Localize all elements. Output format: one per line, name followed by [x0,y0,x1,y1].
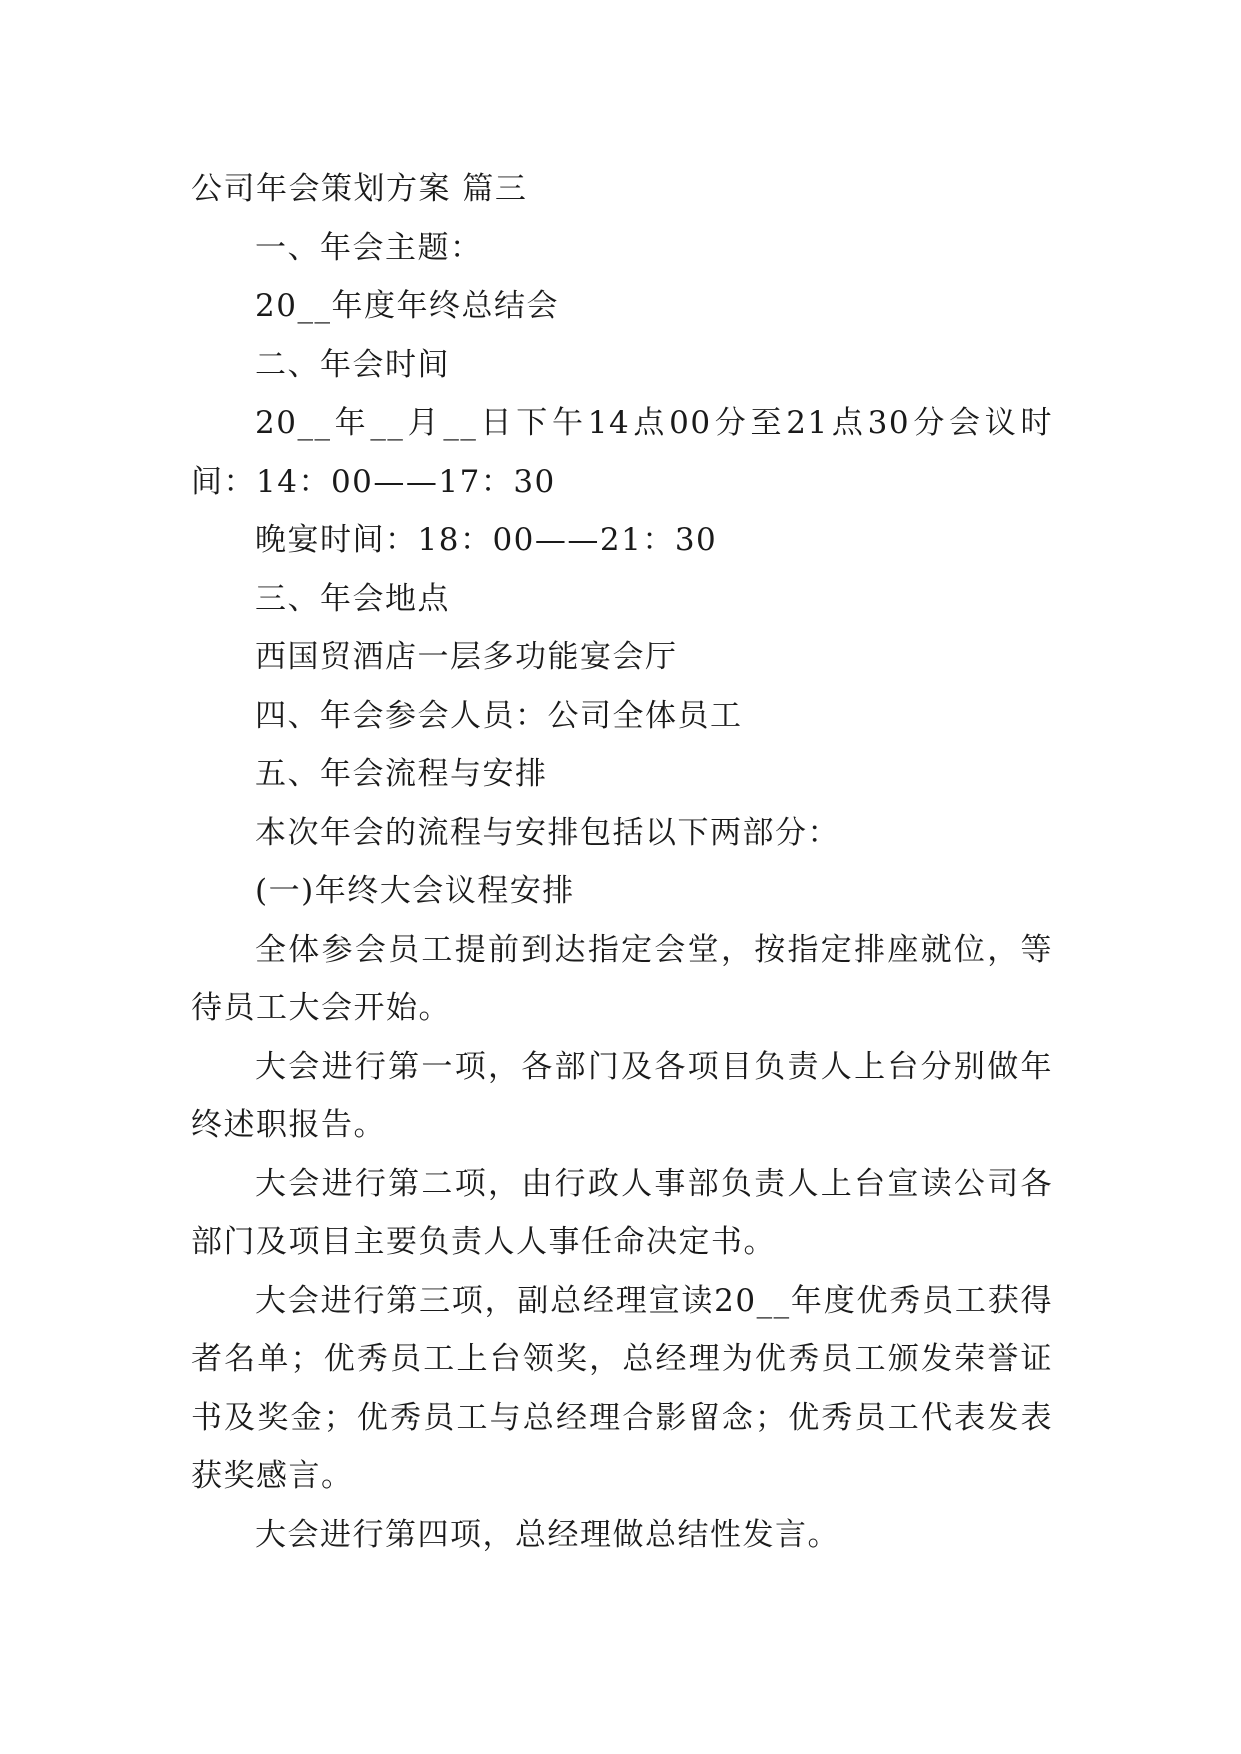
document-title: 公司年会策划方案 篇三 [191,171,528,207]
theme-text: 20__年度年终总结会 [255,288,559,324]
agenda-paragraph: 大会进行第二项，由行政人事部负责人上台宣读公司各部门及项目主要负责人人事任命决定书。 [191,1165,1053,1260]
subsection-heading: (一)年终大会议程安排 [255,873,575,909]
agenda-paragraph: 全体参会员工提前到达指定会堂，按指定排座就位，等待员工大会开始。 [191,931,1053,1026]
document-body [191,160,1053,1564]
agenda-paragraph: 大会进行第三项，副总经理宣读20__年度优秀员工获得者名单；优秀员工上台领奖，总经理为优秀员工颁发荣誉证书及奖金；优秀员工与总经理合影留念；优秀员工代表发表获奖感言。 [191,1282,1053,1494]
location-text: 西国贸酒店一层多功能宴会厅 [255,639,678,675]
section-heading-theme: 一、年会主题： [255,229,483,266]
agenda-paragraph: 大会进行第一项，各部门及各项目负责人上台分别做年终述职报告。 [191,1048,1053,1143]
agenda-intro-text: 本次年会的流程与安排包括以下两部分： [255,814,840,851]
dinner-time-text: 晚宴时间：18：00——21：30 [255,522,718,558]
section-heading-attendees: 四、年会参会人员：公司全体员工 [255,697,743,734]
section-heading-location: 三、年会地点 [255,580,450,617]
section-heading-agenda: 五、年会流程与安排 [255,756,548,792]
meeting-time-text: 20__年__月__日下午14点00分至21点30分会议时间：14：00——17：30 [191,405,1053,500]
section-heading-time: 二、年会时间 [255,346,450,383]
agenda-paragraph: 大会进行第四项，总经理做总结性发言。 [255,1516,840,1553]
